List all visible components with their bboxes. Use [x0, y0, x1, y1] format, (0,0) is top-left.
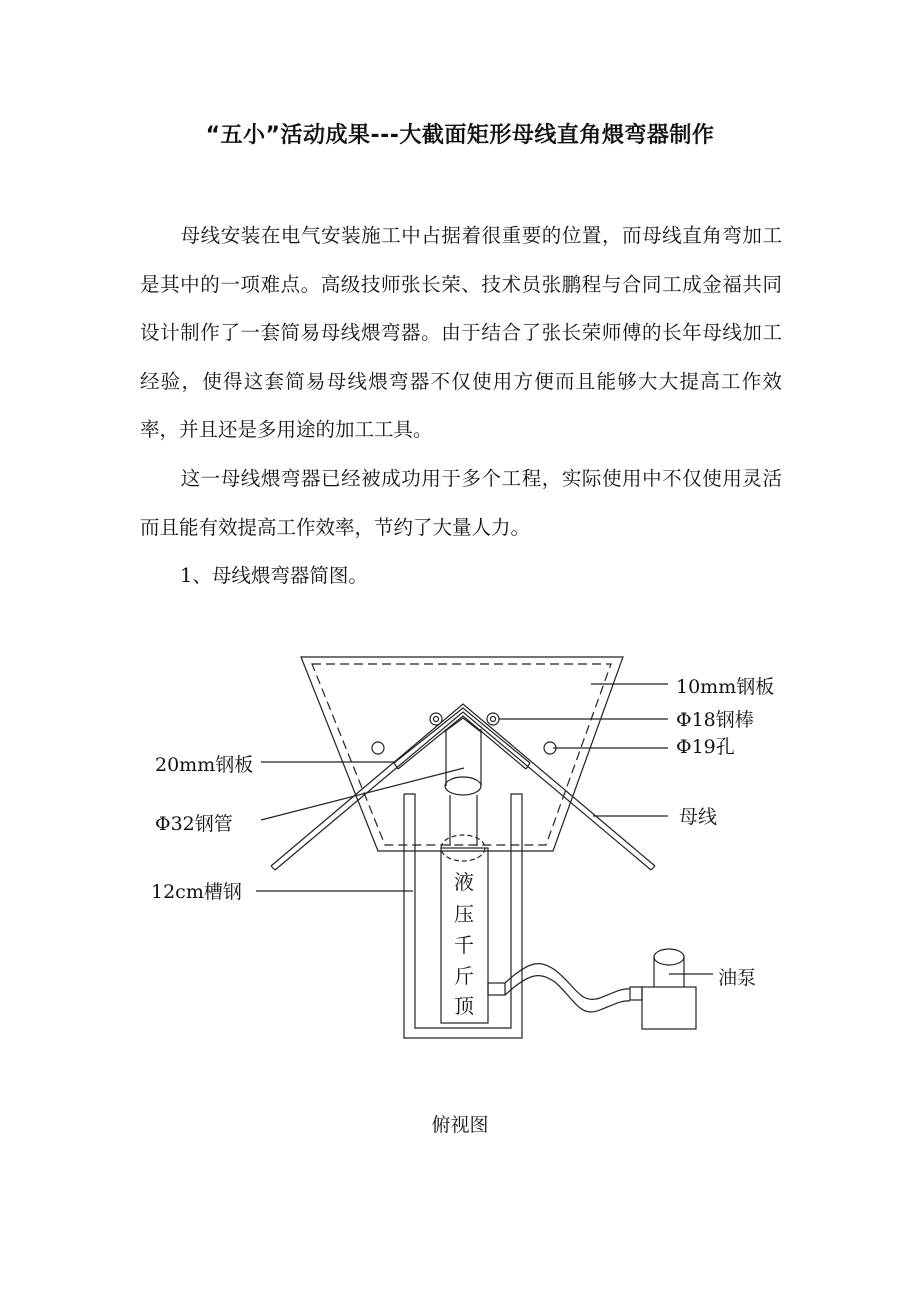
svg-text:千: 千: [454, 933, 474, 957]
paragraph-usage: [140, 455, 782, 552]
label-steel-plate-10mm: 10mm钢板: [676, 676, 775, 698]
paragraph-intro: [140, 212, 782, 455]
label-hole-19: Φ19孔: [676, 736, 735, 758]
channel-steel-12cm-shape: [404, 794, 522, 1038]
steel-rod-left: [430, 713, 442, 725]
steel-rod-right: [487, 713, 499, 725]
hole-left: [372, 742, 384, 754]
steel-plate-10mm-dashed: [312, 664, 611, 845]
section-heading-text: 1、母线煨弯器简图。: [180, 564, 368, 587]
steel-plate-10mm-outline: [301, 657, 623, 851]
paragraph-intro-text: 母线安装在电气安装施工中占据着很重要的位置，而母线直角弯加工是其中的一项难点。高级技师张长荣、技术员张鹏程与合同工成金福共同设计制作了一套简易母线煨弯器。由于结合了张长荣师傅的长年母线加工经验，使得这套简易母线煨弯器不仅使用方便而且能够大大提高工作效率，并且还是多用途的加工工具。: [140, 224, 782, 441]
label-steel-pipe-32: Φ32钢管: [155, 813, 233, 835]
hole-right: [544, 742, 556, 754]
oil-pump-body: [642, 987, 696, 1029]
label-steel-rod-18: Φ18钢棒: [676, 709, 754, 731]
steel-pipe-top: [445, 777, 481, 795]
section-heading: [140, 552, 782, 601]
figure-caption: 俯视图: [431, 1114, 489, 1136]
svg-text:顶: 顶: [454, 994, 474, 1018]
label-oil-pump: 油泵: [718, 967, 757, 989]
oil-hose: [505, 964, 630, 1000]
svg-text:斤: 斤: [454, 964, 474, 988]
svg-text:压: 压: [454, 902, 474, 926]
label-channel-steel: 12cm槽钢: [151, 881, 242, 903]
document-title: “五小”活动成果---大截面矩形母线直角煨弯器制作: [205, 123, 715, 148]
paragraph-usage-text: 这一母线煨弯器已经被成功用于多个工程，实际使用中不仅使用灵活而且能有效提高工作效率，节约了大量人力。: [140, 467, 782, 539]
label-hydraulic-jack: [454, 870, 475, 1018]
steel-plate-20mm-shape: [394, 708, 530, 769]
hydraulic-jack-body: [441, 848, 488, 1023]
label-steel-plate-20mm: 20mm钢板: [155, 754, 254, 776]
busbar-shape: [271, 704, 655, 870]
label-busbar: 母线: [679, 806, 718, 828]
svg-text:液: 液: [454, 870, 474, 894]
